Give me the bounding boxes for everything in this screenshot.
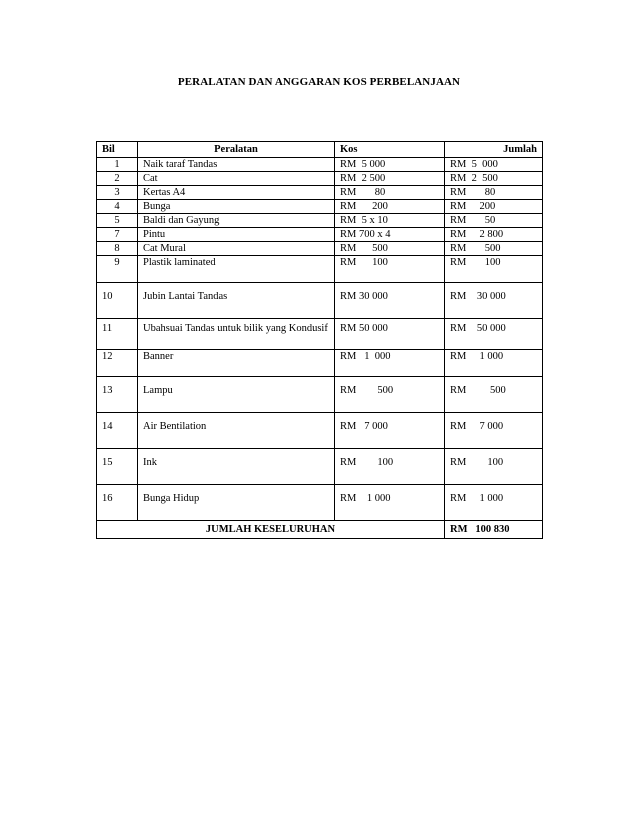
cell-jumlah: RM 50 — [445, 214, 543, 228]
cell-bil: 14 — [97, 413, 138, 449]
table-row — [97, 228, 543, 242]
cell-peralatan: Jubin Lantai Tandas — [138, 283, 335, 319]
cell-bil: 2 — [97, 172, 138, 186]
cell-kos: RM 500 — [335, 242, 445, 256]
table-row — [97, 200, 543, 214]
cell-peralatan: Ubahsuai Tandas untuk bilik yang Kondusif — [138, 319, 335, 350]
cell-jumlah: RM 1 000 — [445, 350, 543, 377]
cell-bil: 8 — [97, 242, 138, 256]
header-peralatan: Peralatan — [138, 142, 335, 158]
cell-jumlah: RM 100 — [445, 449, 543, 485]
table-row — [97, 319, 543, 350]
page-title: PERALATAN DAN ANGGARAN KOS PERBELANJAAN — [177, 76, 461, 88]
total-value: RM 100 830 — [445, 521, 543, 539]
table-row — [97, 214, 543, 228]
cell-jumlah: RM 100 — [445, 256, 543, 283]
cell-bil: 16 — [97, 485, 138, 521]
table-row — [97, 256, 543, 283]
cell-jumlah: RM 2 500 — [445, 172, 543, 186]
cell-peralatan: Cat Mural — [138, 242, 335, 256]
cell-peralatan: Bunga Hidup — [138, 485, 335, 521]
cell-jumlah: RM 500 — [445, 242, 543, 256]
table-row — [97, 377, 543, 413]
table-header-row — [97, 142, 543, 158]
cell-peralatan: Kertas A4 — [138, 186, 335, 200]
cell-peralatan: Bunga — [138, 200, 335, 214]
cell-kos: RM 700 x 4 — [335, 228, 445, 242]
cell-bil: 10 — [97, 283, 138, 319]
table-row — [97, 242, 543, 256]
cell-kos: RM 30 000 — [335, 283, 445, 319]
cell-peralatan: Lampu — [138, 377, 335, 413]
header-jumlah: Jumlah — [445, 142, 543, 158]
table-row — [97, 413, 543, 449]
cell-kos: RM 5 x 10 — [335, 214, 445, 228]
cell-jumlah: RM 5 000 — [445, 158, 543, 172]
header-bil: Bil — [97, 142, 138, 158]
cell-kos: RM 80 — [335, 186, 445, 200]
cell-kos: RM 1 000 — [335, 485, 445, 521]
total-label: JUMLAH KESELURUHAN — [97, 521, 445, 539]
cell-bil: 4 — [97, 200, 138, 214]
cell-jumlah: RM 2 800 — [445, 228, 543, 242]
cell-kos: RM 100 — [335, 256, 445, 283]
cell-peralatan: Pintu — [138, 228, 335, 242]
table-row — [97, 283, 543, 319]
table-row — [97, 449, 543, 485]
cell-peralatan: Cat — [138, 172, 335, 186]
cell-kos: RM 100 — [335, 449, 445, 485]
cell-jumlah: RM 7 000 — [445, 413, 543, 449]
cell-peralatan: Baldi dan Gayung — [138, 214, 335, 228]
cell-jumlah: RM 50 000 — [445, 319, 543, 350]
cell-bil: 7 — [97, 228, 138, 242]
cell-jumlah: RM 30 000 — [445, 283, 543, 319]
header-kos: Kos — [335, 142, 445, 158]
cell-jumlah: RM 200 — [445, 200, 543, 214]
cell-bil: 9 — [97, 256, 138, 283]
cell-bil: 5 — [97, 214, 138, 228]
total-row — [97, 521, 543, 539]
cell-peralatan: Plastik laminated — [138, 256, 335, 283]
cell-bil: 11 — [97, 319, 138, 350]
cell-peralatan: Banner — [138, 350, 335, 377]
cell-kos: RM 1 000 — [335, 350, 445, 377]
cell-peralatan: Air Bentilation — [138, 413, 335, 449]
cell-jumlah: RM 500 — [445, 377, 543, 413]
cell-bil: 3 — [97, 186, 138, 200]
budget-table — [96, 141, 543, 539]
cell-kos: RM 500 — [335, 377, 445, 413]
table-row — [97, 186, 543, 200]
table-row — [97, 158, 543, 172]
cell-kos: RM 200 — [335, 200, 445, 214]
cell-bil: 13 — [97, 377, 138, 413]
cell-kos: RM 2 500 — [335, 172, 445, 186]
cell-peralatan: Ink — [138, 449, 335, 485]
cell-kos: RM 5 000 — [335, 158, 445, 172]
cell-jumlah: RM 1 000 — [445, 485, 543, 521]
table-row — [97, 350, 543, 377]
cell-peralatan: Naik taraf Tandas — [138, 158, 335, 172]
cell-bil: 1 — [97, 158, 138, 172]
cell-bil: 12 — [97, 350, 138, 377]
cell-kos: RM 7 000 — [335, 413, 445, 449]
cell-kos: RM 50 000 — [335, 319, 445, 350]
cell-bil: 15 — [97, 449, 138, 485]
cell-jumlah: RM 80 — [445, 186, 543, 200]
table-row — [97, 172, 543, 186]
table-row — [97, 485, 543, 521]
